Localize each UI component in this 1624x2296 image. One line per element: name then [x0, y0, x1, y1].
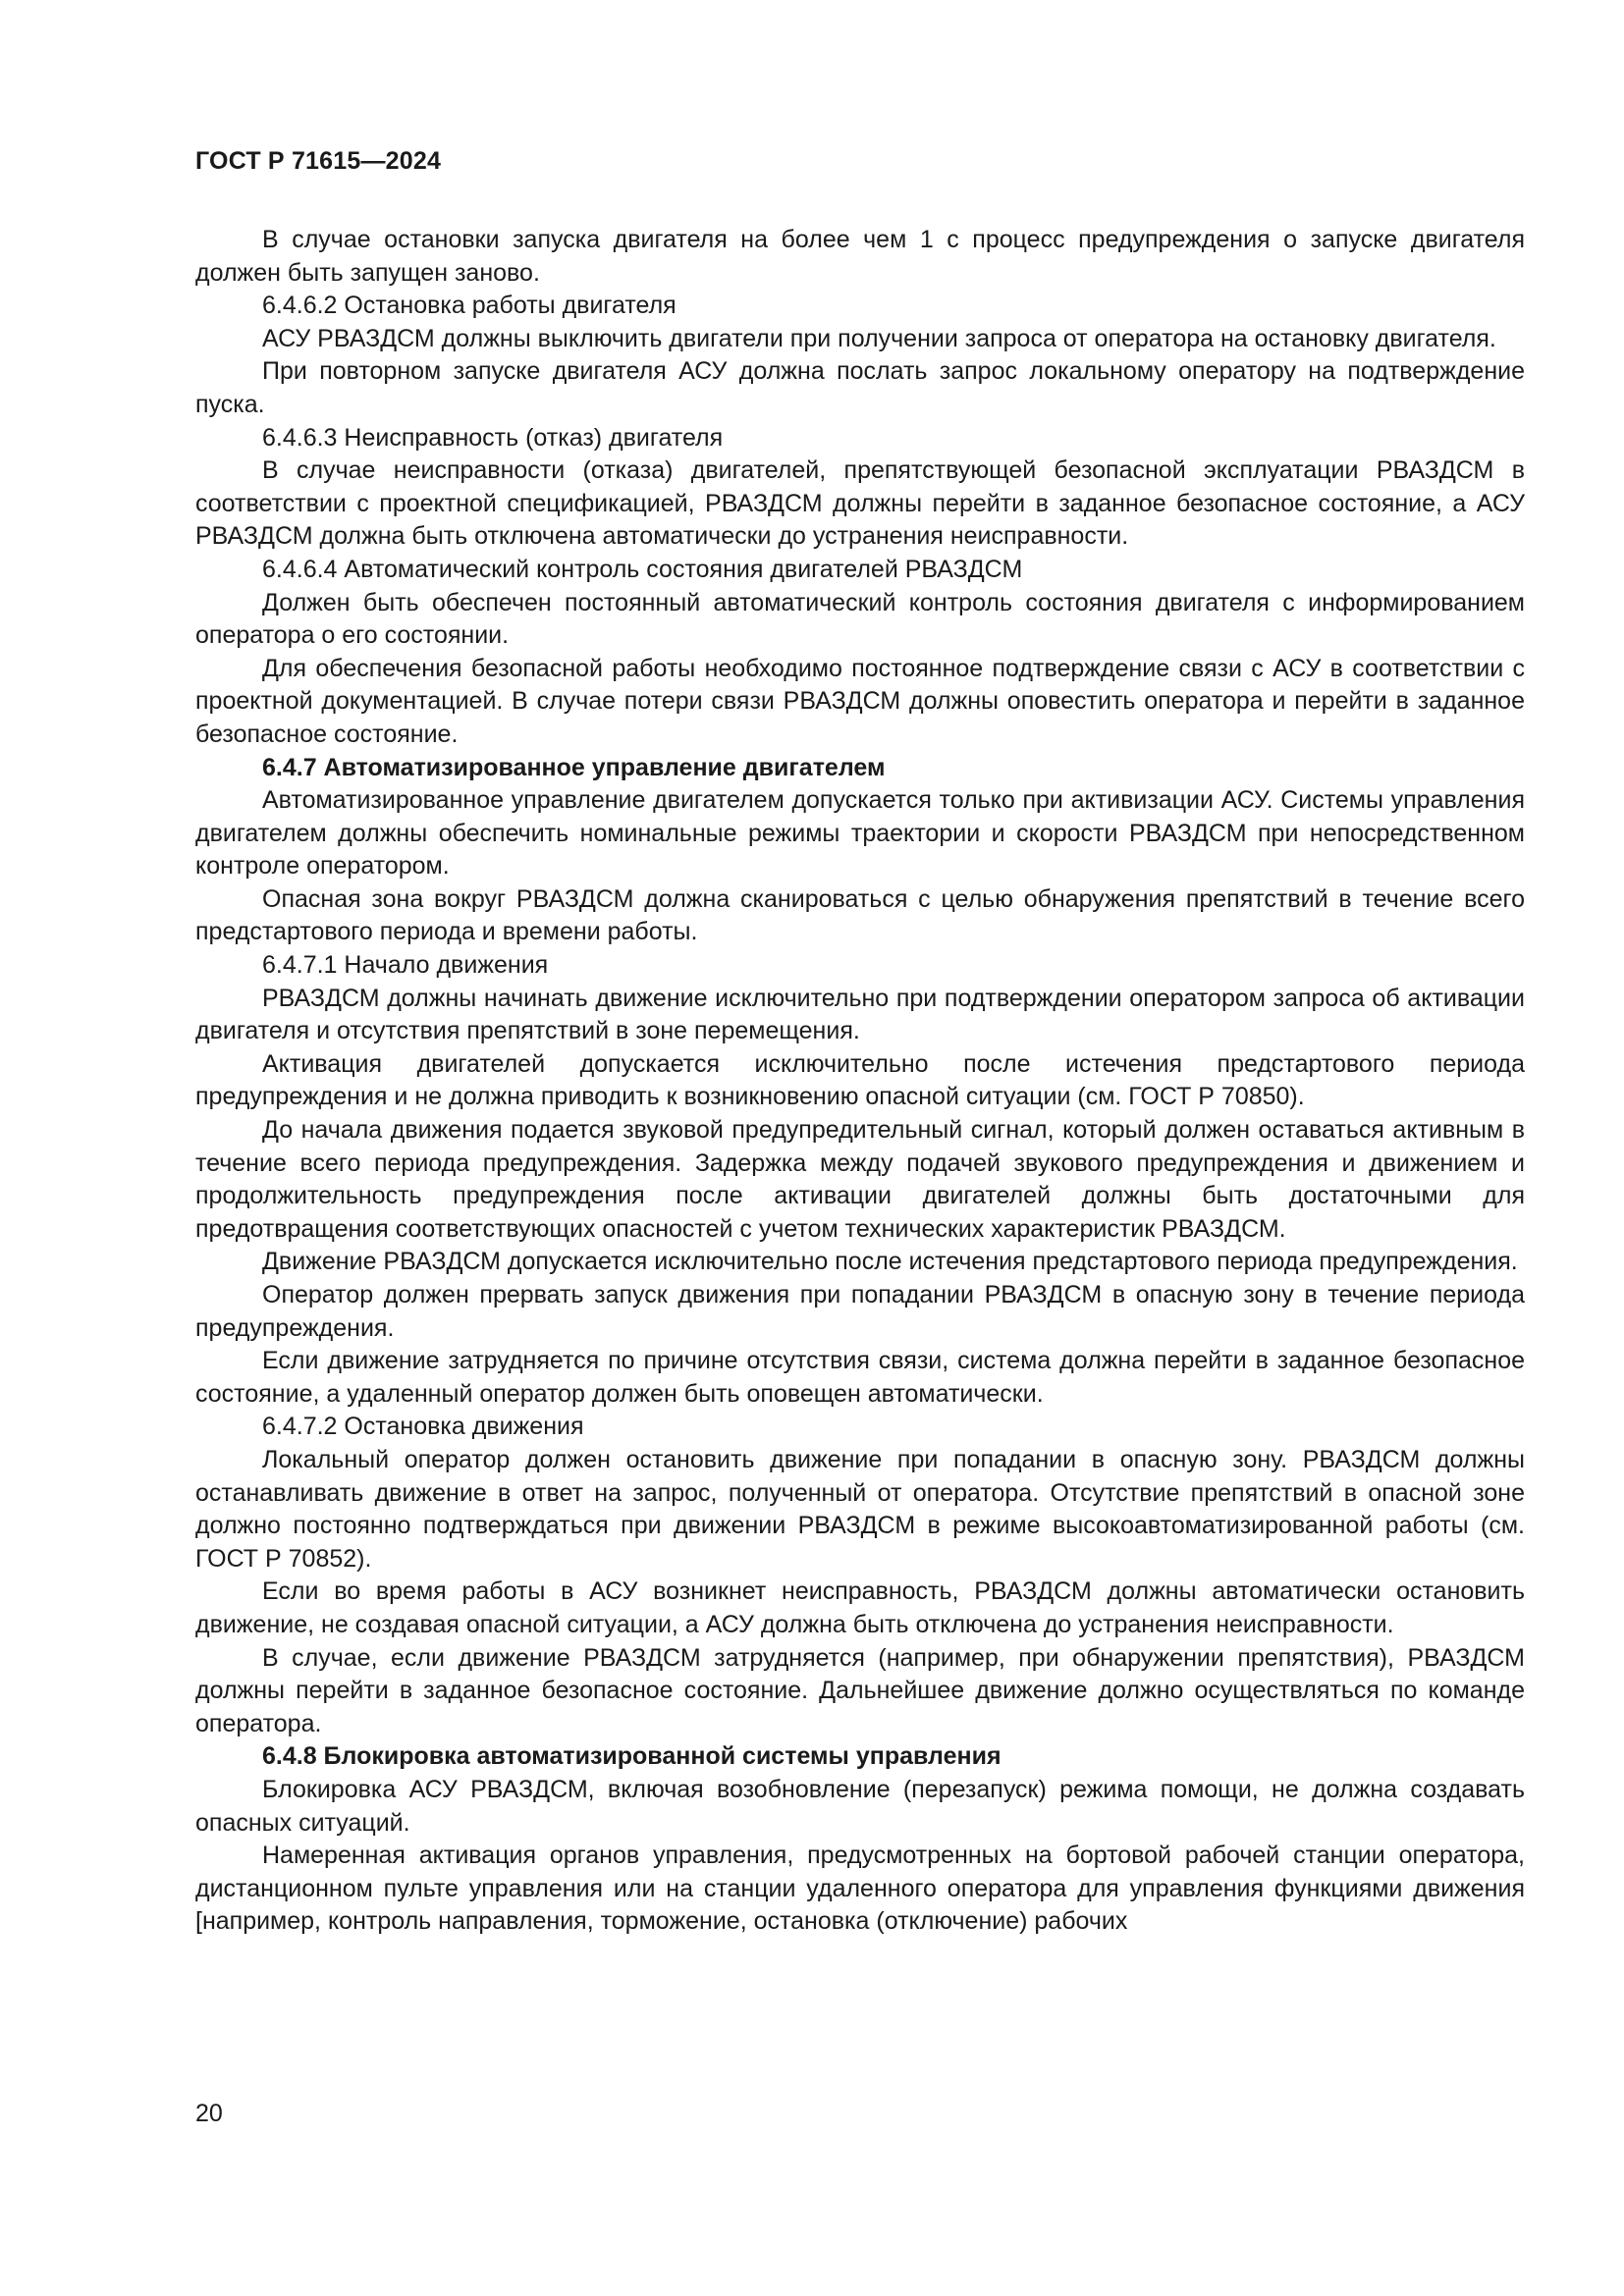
document-body: [195, 224, 1525, 1939]
paragraph: Оператор должен прервать запуск движения при попадании РВАЗДСМ в опасную зону в течение периода предупреждения.: [195, 1281, 1525, 1342]
page-number: 20: [195, 2100, 223, 2127]
paragraph: Локальный оператор должен остановить движение при попадании в опасную зону. РВАЗДСМ должны останавливать движение в ответ на запрос, полученный от оператора. Отсутствие препятствий в опасной зоне должно постоянно подтверждаться при движении РВАЗДСМ в режиме высокоавтоматизированной работы (см. ГОСТ Р 70852).: [195, 1445, 1525, 1573]
paragraph: Намеренная активация органов управления, предусмотренных на бортовой рабочей станции оператора, дистанционном пульте управления или на станции удаленного оператора для управления функциями движения [например, контроль направления, торможение, остановка (отключение) рабочих: [195, 1842, 1525, 1936]
section-heading: 6.4.7 Автоматизированное управление двигателем: [262, 753, 886, 781]
section-heading: 6.4.8 Блокировка автоматизированной системы управления: [262, 1742, 1001, 1771]
paragraph: Автоматизированное управление двигателем допускается только при активизации АСУ. Системы управления двигателем должны обеспечить номинальные режимы траектории и скорости РВАЗДСМ при непосредственном контроле оператором.: [195, 786, 1525, 881]
paragraph: Активация двигателей допускается исключительно после истечения предстартового периода предупреждения и не должна приводить к возникновению опасной ситуации (см. ГОСТ Р 70850).: [195, 1049, 1525, 1111]
paragraph: Для обеспечения безопасной работы необходимо постоянное подтверждение связи с АСУ в соответствии с проектной документацией. В случае потери связи РВАЗДСМ должны оповестить оператора и перейти в заданное безопасное состояние.: [195, 654, 1525, 748]
paragraph: 6.4.6.3 Неисправность (отказ) двигателя: [262, 423, 724, 452]
paragraph: Опасная зона вокруг РВАЗДСМ должна сканироваться с целью обнаружения препятствий в течение всего предстартового периода и времени работы.: [195, 884, 1525, 946]
document-header: ГОСТ Р 71615—2024: [195, 147, 442, 175]
paragraph: Движение РВАЗДСМ допускается исключительно после истечения предстартового периода предупреждения.: [262, 1248, 1518, 1276]
paragraph: 6.4.7.1 Начало движения: [262, 951, 549, 980]
paragraph: В случае неисправности (отказа) двигателей, препятствующей безопасной эксплуатации РВАЗДСМ в соответствии с проектной спецификацией, РВАЗДСМ должны перейти в заданное безопасное состояние, а АСУ РВАЗДСМ должна быть отключена автоматически до устранения неисправности.: [195, 456, 1525, 551]
paragraph: Если во время работы в АСУ возникнет неисправность, РВАЗДСМ должны автоматически остановить движение, не создавая опасной ситуации, а АСУ должна быть отключена до устранения неисправности.: [195, 1577, 1525, 1638]
paragraph: РВАЗДСМ должны начинать движение исключительно при подтверждении оператором запроса об активации двигателя и отсутствия препятствий в зоне перемещения.: [195, 984, 1525, 1045]
paragraph: Если движение затрудняется по причине отсутствия связи, система должна перейти в заданное безопасное состояние, а удаленный оператор должен быть оповещен автоматически.: [195, 1347, 1525, 1408]
paragraph: Должен быть обеспечен постоянный автоматический контроль состояния двигателя с информированием оператора о его состоянии.: [195, 588, 1525, 650]
paragraph: АСУ РВАЗДСМ должны выключить двигатели при получении запроса от оператора на остановку двигателя.: [262, 324, 1496, 352]
paragraph: В случае остановки запуска двигателя на более чем 1 с процесс предупреждения о запуске двигателя должен быть запущен заново.: [195, 226, 1525, 287]
paragraph: При повторном запуске двигателя АСУ должна послать запрос локальному оператору на подтверждение пуска.: [195, 357, 1525, 418]
paragraph: До начала движения подается звуковой предупредительный сигнал, который должен оставаться активным в течение всего периода предупреждения. Задержка между подачей звукового предупреждения и движением и продолжительность предупреждения после активации двигателей должны быть достаточными для предотвращения соответствующих опасностей с учетом технических характеристик РВАЗДСМ.: [195, 1116, 1525, 1243]
paragraph: Блокировка АСУ РВАЗДСМ, включая возобновление (перезапуск) режима помощи, не должна создавать опасных ситуаций.: [195, 1775, 1525, 1837]
paragraph: 6.4.6.2 Остановка работы двигателя: [262, 292, 677, 320]
paragraph: В случае, если движение РВАЗДСМ затрудняется (например, при обнаружении препятствия), РВАЗДСМ должны перейти в заданное безопасное состояние. Дальнейшее движение должно осуществляться по команде оператора.: [195, 1643, 1525, 1737]
paragraph: 6.4.6.4 Автоматический контроль состояния двигателей РВАЗДСМ: [262, 555, 1023, 583]
paragraph: 6.4.7.2 Остановка движения: [262, 1413, 584, 1441]
